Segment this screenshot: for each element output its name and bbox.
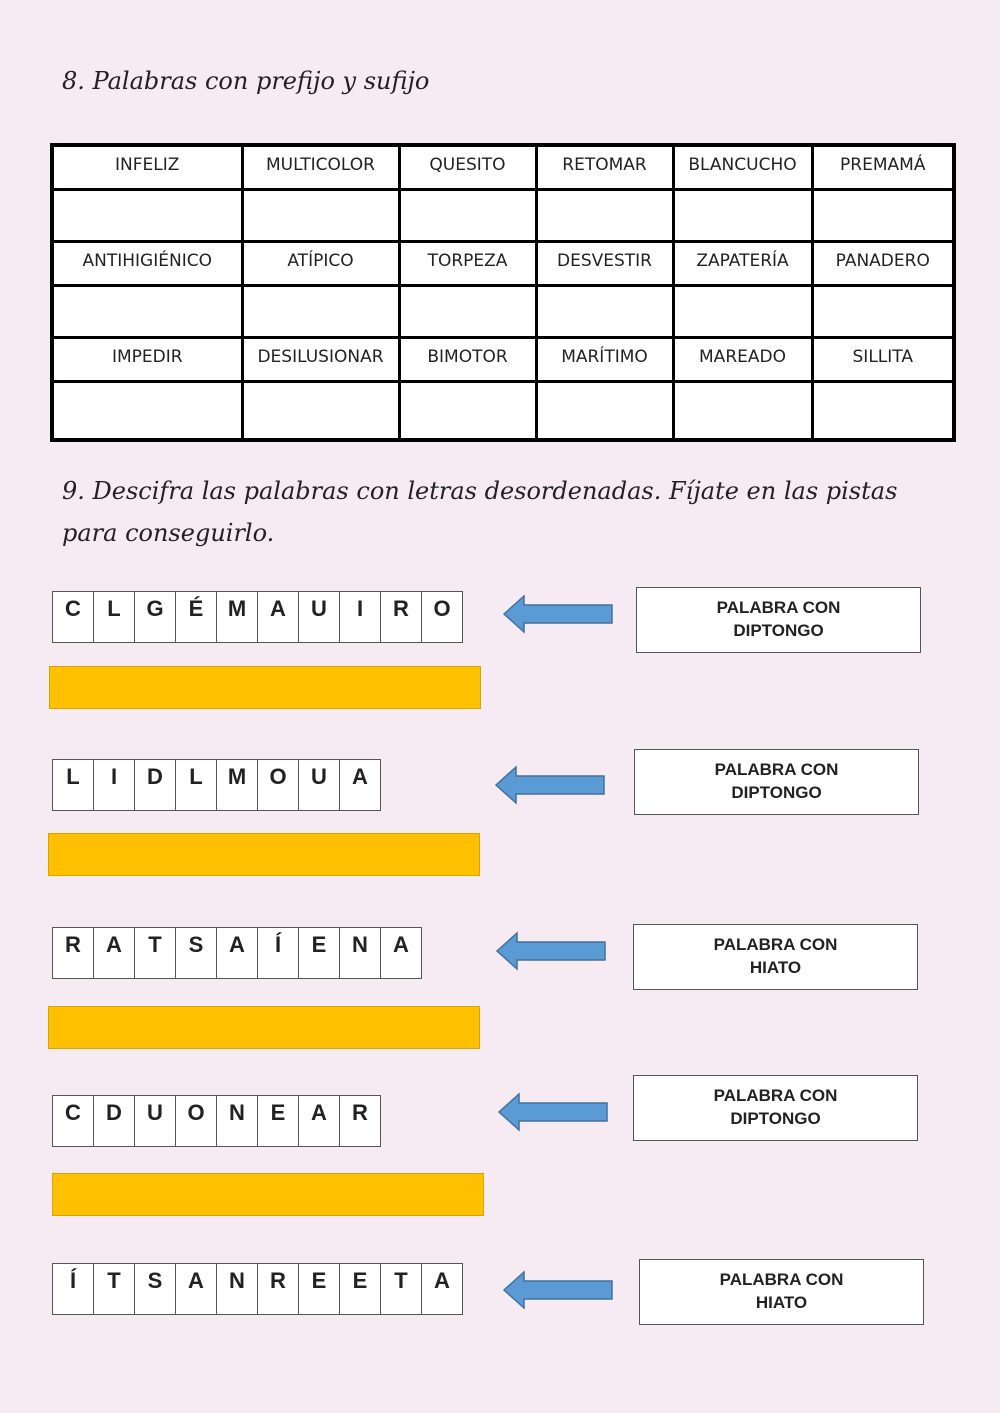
letter-box: O — [257, 759, 299, 811]
word-cell: BLANCUCHO — [673, 145, 812, 189]
clue-line: DIPTONGO — [731, 783, 822, 802]
answer-cell[interactable] — [673, 189, 812, 241]
letter-box: A — [93, 927, 135, 979]
answer-cell[interactable] — [399, 189, 536, 241]
answer-cell[interactable] — [242, 285, 399, 337]
scrambled-letters — [52, 591, 463, 643]
letter-box: U — [134, 1095, 176, 1147]
clue-line: PALABRA CON — [719, 1270, 844, 1289]
word-row — [52, 145, 954, 189]
word-cell: RETOMAR — [536, 145, 673, 189]
letter-box: L — [52, 759, 94, 811]
letter-box: C — [52, 591, 94, 643]
letter-box: E — [339, 1263, 381, 1315]
left-arrow-icon — [502, 594, 614, 634]
answer-cell[interactable] — [536, 285, 673, 337]
answer-cell[interactable] — [399, 285, 536, 337]
word-cell: MARÍTIMO — [536, 337, 673, 381]
letter-box: I — [93, 759, 135, 811]
letter-box: D — [134, 759, 176, 811]
letter-box: O — [175, 1095, 217, 1147]
scrambled-letters — [52, 927, 422, 979]
clue-box — [633, 1075, 918, 1141]
word-row — [52, 337, 954, 381]
letter-box: M — [216, 759, 258, 811]
answer-cell[interactable] — [52, 381, 242, 440]
answer-cell[interactable] — [52, 189, 242, 241]
answer-cell[interactable] — [536, 381, 673, 440]
clue-line: DIPTONGO — [733, 621, 824, 640]
word-cell: ANTIHIGIÉNICO — [52, 241, 242, 285]
word-cell: TORPEZA — [399, 241, 536, 285]
clue-line: PALABRA CON — [713, 1086, 838, 1105]
letter-box: A — [339, 759, 381, 811]
answer-row — [52, 189, 954, 241]
letter-box: S — [175, 927, 217, 979]
letter-box: A — [257, 591, 299, 643]
word-cell: PANADERO — [812, 241, 954, 285]
letter-box: E — [298, 1263, 340, 1315]
clue-line: HIATO — [755, 1293, 808, 1312]
letter-box: E — [298, 927, 340, 979]
letter-box: L — [175, 759, 217, 811]
letter-box: I — [339, 591, 381, 643]
letter-box: É — [175, 591, 217, 643]
prefix-suffix-table — [50, 143, 956, 442]
exercise-8-title: 8. Palabras con prefijo y sufijo — [62, 67, 430, 95]
letter-box: T — [380, 1263, 422, 1315]
letter-box: S — [134, 1263, 176, 1315]
clue-line: PALABRA CON — [714, 760, 839, 779]
left-arrow-icon — [497, 1092, 609, 1132]
answer-cell[interactable] — [673, 381, 812, 440]
letter-box: U — [298, 759, 340, 811]
clue-box — [636, 587, 921, 653]
letter-box: A — [421, 1263, 463, 1315]
word-cell: PREMAMÁ — [812, 145, 954, 189]
exercise-9-title: 9. Descifra las palabras con letras desordenadas. Fíjate en las pistas para conseguirlo. — [62, 477, 898, 547]
left-arrow-icon — [502, 1270, 614, 1310]
letter-box: R — [52, 927, 94, 979]
left-arrow-icon — [494, 765, 606, 805]
clue-line: PALABRA CON — [716, 598, 841, 617]
clue-box — [634, 749, 919, 815]
letter-box: N — [339, 927, 381, 979]
letter-box: T — [134, 927, 176, 979]
word-cell: QUESITO — [399, 145, 536, 189]
clue-line: PALABRA CON — [713, 935, 838, 954]
letter-box: C — [52, 1095, 94, 1147]
answer-field[interactable] — [48, 1006, 480, 1049]
letter-box: E — [257, 1095, 299, 1147]
answer-cell[interactable] — [812, 189, 954, 241]
scrambled-letters — [52, 759, 381, 811]
clue-box — [639, 1259, 924, 1325]
answer-cell[interactable] — [242, 381, 399, 440]
answer-cell[interactable] — [536, 189, 673, 241]
answer-row — [52, 285, 954, 337]
word-cell: MAREADO — [673, 337, 812, 381]
left-arrow-icon — [495, 931, 607, 971]
scrambled-letters — [52, 1263, 463, 1315]
answer-cell[interactable] — [242, 189, 399, 241]
scrambled-letters — [52, 1095, 381, 1147]
letter-box: G — [134, 591, 176, 643]
word-cell: IMPEDIR — [52, 337, 242, 381]
letter-box: N — [216, 1263, 258, 1315]
letter-box: M — [216, 591, 258, 643]
clue-line: DIPTONGO — [730, 1109, 821, 1128]
letter-box: Í — [52, 1263, 94, 1315]
answer-field[interactable] — [48, 833, 480, 876]
word-cell: DESVESTIR — [536, 241, 673, 285]
letter-box: R — [339, 1095, 381, 1147]
answer-cell[interactable] — [812, 285, 954, 337]
clue-line: HIATO — [749, 958, 802, 977]
word-cell: SILLITA — [812, 337, 954, 381]
answer-cell[interactable] — [812, 381, 954, 440]
letter-box: A — [216, 927, 258, 979]
letter-box: A — [380, 927, 422, 979]
clue-box — [633, 924, 918, 990]
word-cell: ATÍPICO — [242, 241, 399, 285]
answer-cell[interactable] — [673, 285, 812, 337]
letter-box: D — [93, 1095, 135, 1147]
letter-box: R — [380, 591, 422, 643]
answer-cell[interactable] — [52, 285, 242, 337]
word-row — [52, 241, 954, 285]
letter-box: A — [298, 1095, 340, 1147]
answer-field[interactable] — [49, 666, 481, 709]
word-cell: DESILUSIONAR — [242, 337, 399, 381]
word-cell: MULTICOLOR — [242, 145, 399, 189]
letter-box: R — [257, 1263, 299, 1315]
letter-box: N — [216, 1095, 258, 1147]
letter-box: A — [175, 1263, 217, 1315]
letter-box: Í — [257, 927, 299, 979]
word-cell: BIMOTOR — [399, 337, 536, 381]
answer-row — [52, 381, 954, 440]
word-cell: ZAPATERÍA — [673, 241, 812, 285]
answer-cell[interactable] — [399, 381, 536, 440]
letter-box: O — [421, 591, 463, 643]
word-cell: INFELIZ — [52, 145, 242, 189]
letter-box: T — [93, 1263, 135, 1315]
letter-box: L — [93, 591, 135, 643]
letter-box: U — [298, 591, 340, 643]
answer-field[interactable] — [52, 1173, 484, 1216]
